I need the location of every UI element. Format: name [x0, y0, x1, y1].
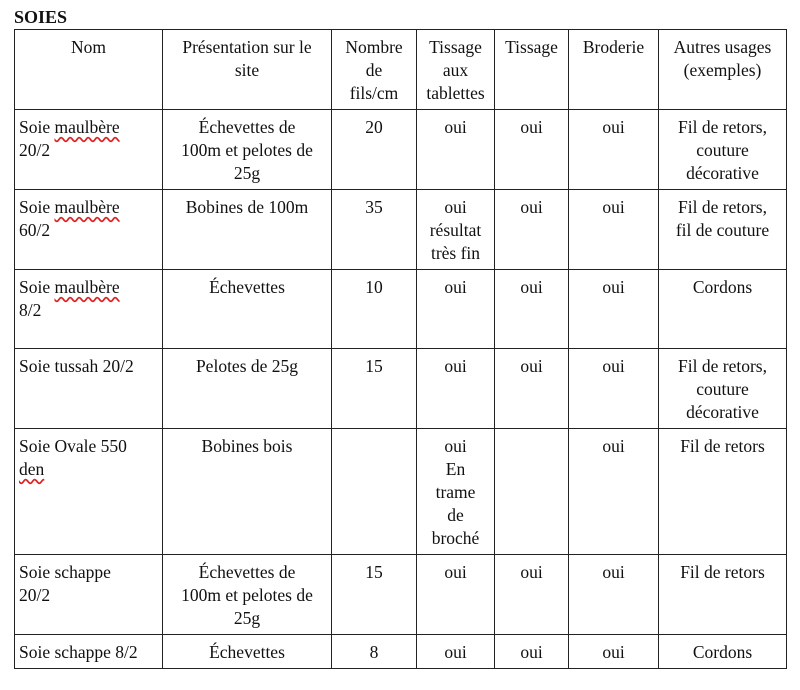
header-broderie: Broderie: [569, 30, 659, 110]
header-autres: Autres usages (exemples): [659, 30, 787, 110]
header-tablettes: Tissage aux tablettes: [417, 30, 495, 110]
cell-tissage: oui: [495, 349, 569, 429]
cell-autres: Fil de retors, couture décorative: [659, 349, 787, 429]
cell-nom: Soie tussah 20/2: [15, 349, 163, 429]
cell-nombre: 8: [332, 635, 417, 669]
cell-autres: Fil de retors: [659, 555, 787, 635]
table-row: [15, 349, 787, 429]
cell-autres: Fil de retors, couture décorative: [659, 110, 787, 190]
cell-tissage: oui: [495, 110, 569, 190]
cell-autres: Fil de retors, fil de couture: [659, 190, 787, 270]
table-row: [15, 555, 787, 635]
cell-broderie: oui: [569, 110, 659, 190]
cell-nom: Soie schappe 8/2: [15, 635, 163, 669]
cell-presentation: Échevettes: [163, 635, 332, 669]
header-presentation: Présentation sur le site: [163, 30, 332, 110]
cell-autres: Cordons: [659, 270, 787, 349]
cell-presentation: Échevettes de 100m et pelotes de 25g: [163, 110, 332, 190]
cell-presentation: Pelotes de 25g: [163, 349, 332, 429]
cell-nombre: 15: [332, 349, 417, 429]
cell-tissage: oui: [495, 635, 569, 669]
silk-table: [14, 29, 787, 669]
cell-presentation: Échevettes: [163, 270, 332, 349]
cell-tablettes: oui: [417, 270, 495, 349]
cell-nombre: [332, 429, 417, 555]
cell-nombre: 10: [332, 270, 417, 349]
cell-tablettes: oui résultat très fin: [417, 190, 495, 270]
table-row: [15, 635, 787, 669]
cell-presentation: Échevettes de 100m et pelotes de 25g: [163, 555, 332, 635]
cell-nombre: 15: [332, 555, 417, 635]
cell-tablettes: oui En trame de broché: [417, 429, 495, 555]
cell-tablettes: oui: [417, 349, 495, 429]
table-row: [15, 190, 787, 270]
cell-tissage: oui: [495, 555, 569, 635]
cell-tablettes: oui: [417, 110, 495, 190]
cell-nom: Soie schappe 20/2: [15, 555, 163, 635]
cell-nombre: 35: [332, 190, 417, 270]
cell-nom: Soie maulbère 8/2: [15, 270, 163, 349]
header-row: [15, 30, 787, 110]
cell-broderie: oui: [569, 270, 659, 349]
cell-autres: Cordons: [659, 635, 787, 669]
cell-tissage: oui: [495, 270, 569, 349]
cell-broderie: oui: [569, 349, 659, 429]
header-nom: Nom: [15, 30, 163, 110]
header-tissage: Tissage: [495, 30, 569, 110]
cell-tablettes: oui: [417, 635, 495, 669]
cell-broderie: oui: [569, 635, 659, 669]
document-title: SOIES: [14, 7, 68, 27]
header-nombre: Nombre de fils/cm: [332, 30, 417, 110]
cell-presentation: Bobines bois: [163, 429, 332, 555]
cell-presentation: Bobines de 100m: [163, 190, 332, 270]
cell-nom: Soie maulbère 60/2: [15, 190, 163, 270]
cell-tissage: oui: [495, 190, 569, 270]
table-row: [15, 429, 787, 555]
cell-tablettes: oui: [417, 555, 495, 635]
table-row: [15, 270, 787, 349]
cell-nom: Soie Ovale 550 den: [15, 429, 163, 555]
cell-nombre: 20: [332, 110, 417, 190]
cell-broderie: oui: [569, 429, 659, 555]
table-row: [15, 110, 787, 190]
cell-autres: Fil de retors: [659, 429, 787, 555]
cell-nom: Soie maulbère 20/2: [15, 110, 163, 190]
cell-tissage: [495, 429, 569, 555]
cell-broderie: oui: [569, 190, 659, 270]
cell-broderie: oui: [569, 555, 659, 635]
